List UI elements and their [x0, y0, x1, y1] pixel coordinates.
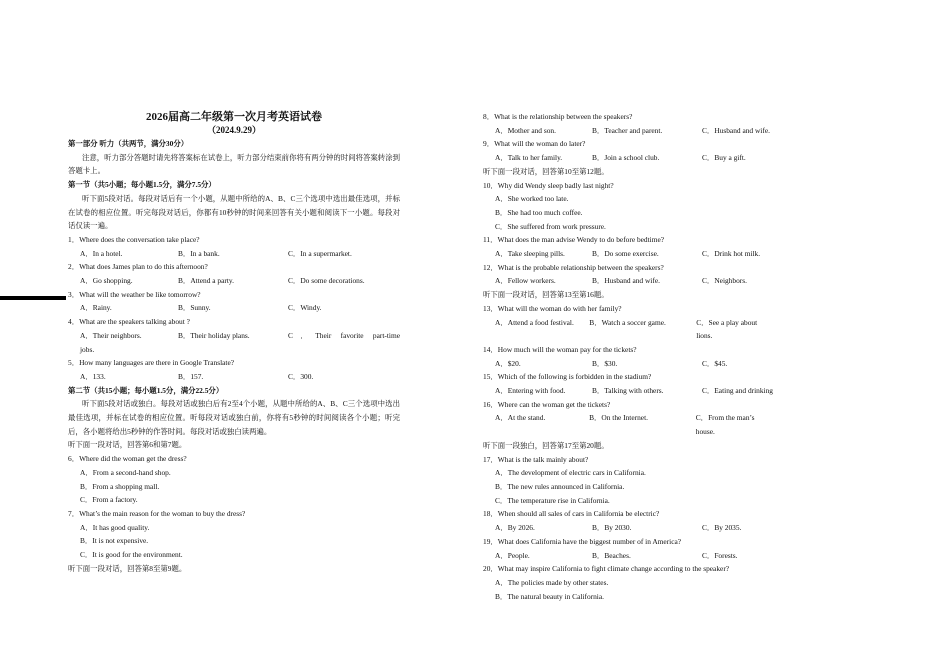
question-19-stem: 19．What does California have the biggest number of in America? — [483, 536, 682, 546]
option-c: C．300. — [288, 371, 314, 381]
question-5-stem: 5．How many languages are there in Google Translate? — [68, 358, 235, 368]
question-10-stem: 10．Why did Wendy sleep badly last night? — [483, 180, 614, 190]
question-20-option-b: B．The natural beauty in California. — [495, 591, 604, 601]
question-12-stem: 12．What is the probable relationship between the speakers? — [483, 262, 664, 272]
exam-date: （2024.9.29） — [206, 125, 261, 135]
option-b: B．157. — [178, 371, 204, 381]
question-4-options — [68, 329, 400, 343]
question-16-stem: 16．Where can the woman get the tickets? — [483, 399, 611, 409]
option-a: A．Entering with food. — [495, 386, 566, 396]
option-b: B．Their holiday plans. — [178, 330, 250, 340]
question-8-options — [483, 124, 773, 138]
question-3-stem: 3．What will the weather be like tomorrow? — [68, 289, 201, 299]
question-11-stem: 11．What does the man advise Wendy to do before bedtime? — [483, 235, 665, 245]
option-c: C．Drink hot milk. — [702, 249, 761, 259]
option-b: B．Husband and wife. — [592, 276, 660, 286]
option-a: A．Go shopping. — [80, 276, 133, 286]
option-a: A．Their neighbors. — [80, 330, 142, 340]
note-13-16: 听下面一段对话，回答第13至第16题。 — [483, 290, 609, 300]
question-7-option-b: B．It is not expensive. — [80, 536, 149, 546]
option-a: A．Talk to her family. — [495, 153, 563, 163]
note-17-20: 听下面一段独白，回答第17至第20题。 — [483, 440, 609, 450]
option-b: B．By 2030. — [592, 523, 632, 533]
option-c: C．From the man’s house. — [695, 413, 755, 437]
option-c: C．Their favorite part-time — [288, 330, 400, 340]
question-14-options — [483, 357, 773, 371]
question-7-option-c: C．It is good for the environment. — [80, 550, 183, 560]
question-15-stem: 15．Which of the following is forbidden in the stadium? — [483, 372, 652, 382]
option-a: A．Fellow workers. — [495, 276, 556, 286]
option-b: B．Watch a soccer game. — [589, 317, 666, 327]
note-10-12: 听下面一段对话，回答第10至第12题。 — [483, 166, 609, 176]
option-c: C．Husband and wife. — [702, 125, 770, 135]
question-8-stem: 8．What is the relationship between the speakers? — [483, 112, 633, 121]
question-20-stem: 20．What may inspire California to fight climate change according to the speaker? — [483, 564, 730, 574]
option-b: B．Sunny. — [178, 303, 211, 313]
option-a: A．Mother and son. — [495, 125, 556, 135]
question-1-options — [68, 247, 400, 261]
option-c: C．See a play about lions. — [696, 317, 758, 341]
option-c: C．$45. — [702, 358, 728, 368]
option-a: A．Take sleeping pills. — [495, 249, 565, 259]
question-15-options — [483, 384, 773, 398]
option-b: B．Talking with others. — [591, 386, 664, 396]
option-c: C．Eating and drinking — [701, 386, 773, 396]
option-a: A．$20. — [495, 358, 521, 368]
question-1-stem: 1．Where does the conversation take place? — [68, 234, 200, 244]
part1-heading: 第一部分 听力（共两节，满分30分） — [68, 139, 189, 148]
option-a: A．People. — [495, 550, 530, 560]
section2-instructions: 听下面5段对话或独白。每段对话或独白后有2至4个小题，从题中所给的A、B、C三个选项中选出最佳选项，并标在试卷的相应位置。听每段对话或独白前，你将有5秒钟的时间阅读各个小题；听完后，各小题将给出5秒钟的作答时间。每段对话或独白读两遍。 — [68, 399, 400, 436]
option-b: B．Join a school club. — [592, 153, 660, 163]
option-a: A．133. — [80, 371, 106, 381]
question-3-options — [68, 301, 400, 315]
option-a: A．In a hotel. — [80, 248, 123, 258]
question-6-option-c: C．From a factory. — [80, 495, 138, 505]
option-a: A．Rainy. — [80, 303, 112, 313]
question-7-option-a: A．It has good quality. — [80, 522, 150, 532]
option-c: C．Neighbors. — [702, 276, 747, 286]
question-10-option-b: B．She had too much coffee. — [495, 207, 583, 217]
option-b: B．$30. — [592, 358, 618, 368]
option-b: B．Attend a party. — [178, 276, 234, 286]
question-11-options — [483, 247, 773, 261]
question-6-option-a: A．From a second-hand shop. — [80, 467, 171, 477]
question-19-options — [483, 549, 773, 563]
question-18-stem: 18．When should all sales of cars in California be electric? — [483, 509, 660, 519]
binding-edge-mark — [0, 296, 66, 300]
note-6-7: 听下面一段对话，回答第6和第7题。 — [68, 440, 187, 450]
question-13-stem: 13．What will the woman do with her family? — [483, 303, 622, 313]
option-a: A．By 2026. — [495, 523, 535, 533]
section1-heading: 第一节（共5小题；每小题1.5分，满分7.5分） — [68, 180, 216, 190]
option-c: C．Buy a gift. — [702, 153, 746, 163]
option-c: C．In a supermarket. — [288, 248, 352, 258]
option-b: B．On the Internet. — [589, 413, 648, 423]
section1-instructions: 听下面5段对话。每段对话后有一个小题，从题中所给的A、B、C三个选项中选出最佳选项，并标在试卷的相应位置。听完每段对话后，你都有10秒钟的时间来回答有关小题和阅读下一小题。每段对话仅读一遍。 — [68, 193, 400, 231]
right-column — [483, 110, 773, 603]
option-b: B．Do some exercise. — [592, 249, 659, 259]
part1-note: 注意，听力部分答题时请先将答案标在试卷上，听力部分结束前你将有两分钟的时间将答案转涂到答题卡上。 — [68, 152, 400, 176]
option-c: C．Do some decorations. — [288, 276, 365, 286]
question-10-option-c: C．She suffered from work pressure. — [495, 221, 606, 231]
question-6-option-b: B．From a shopping mall. — [80, 481, 160, 491]
question-13-options — [483, 316, 773, 343]
question-17-option-b: B．The new rules announced in California. — [495, 481, 625, 491]
option-c: C．By 2035. — [702, 523, 742, 533]
option-b: B．Teacher and parent. — [592, 125, 663, 135]
question-2-options — [68, 274, 400, 288]
question-5-options — [68, 370, 400, 384]
left-column — [68, 110, 400, 576]
question-17-stem: 17．What is the talk mainly about? — [483, 454, 589, 464]
option-b: B．In a bank. — [178, 248, 220, 258]
question-9-stem: 9．What will the woman do later? — [483, 139, 586, 149]
option-a: A．At the stand. — [495, 413, 546, 423]
option-a: A．Attend a food festival. — [495, 317, 574, 327]
option-b: B．Beaches. — [592, 550, 631, 560]
question-20-option-a: A．The policies made by other states. — [495, 577, 609, 587]
question-17-option-c: C．The temperature rise in California. — [495, 495, 610, 505]
section2-heading: 第二节（共15小题；每小题1.5分，满分22.5分） — [68, 385, 224, 395]
question-14-stem: 14．How much will the woman pay for the tickets? — [483, 344, 637, 354]
note-8-9: 听下面一段对话，回答第8至第9题。 — [68, 563, 187, 573]
question-4-option-c-wrap: jobs. — [80, 344, 95, 354]
option-c: C．Forests. — [702, 550, 738, 560]
option-c: C．Windy. — [288, 303, 322, 313]
question-10-option-a: A．She worked too late. — [495, 194, 569, 204]
exam-title: 2026届高二年级第一次月考英语试卷 — [146, 111, 322, 123]
question-17-option-a: A．The development of electric cars in California. — [495, 468, 646, 478]
question-16-options — [483, 411, 773, 438]
question-18-options — [483, 521, 773, 535]
question-4-stem: 4．What are the speakers talking about ? — [68, 317, 190, 327]
question-12-options — [483, 274, 773, 288]
question-7-stem: 7．What’s the main reason for the woman to buy the dress? — [68, 508, 246, 518]
question-2-stem: 2．What does James plan to do this afternoon? — [68, 262, 208, 272]
question-6-stem: 6．Where did the woman get the dress? — [68, 454, 187, 464]
question-9-options — [483, 151, 773, 165]
